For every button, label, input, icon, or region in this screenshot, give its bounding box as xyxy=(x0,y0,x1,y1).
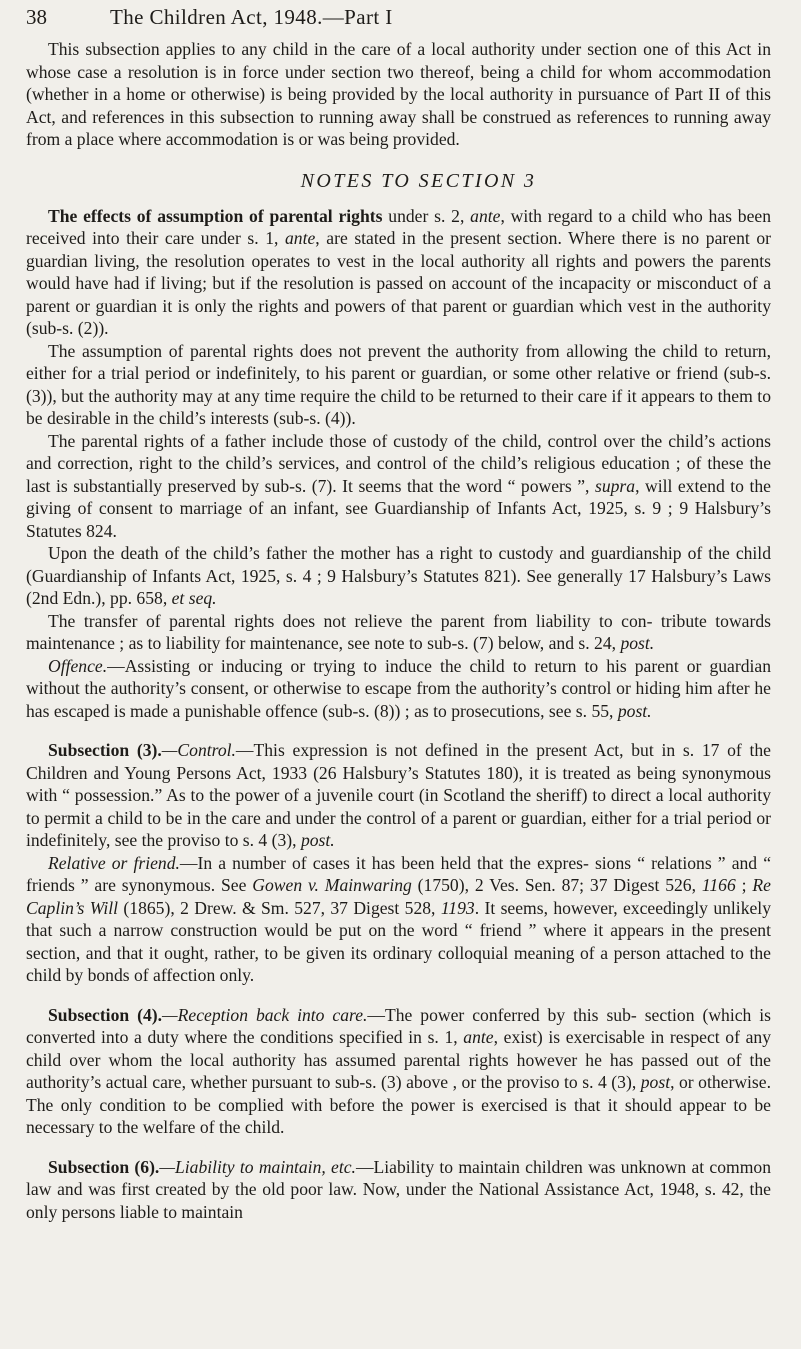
case-name: Re Caplin’s Will xyxy=(26,875,771,918)
running-title: The Children Act, 1948.—Part I xyxy=(110,5,393,29)
spacer xyxy=(26,722,771,739)
note-lead: Offence. xyxy=(48,655,108,676)
spacer xyxy=(26,1139,771,1156)
note-lead: The effects of assumption of parental rights xyxy=(48,205,383,226)
subsection-label: Subsection (3). xyxy=(48,740,162,760)
subsection-note: Subsection (6).—Liability to maintain, etc.—Liability to maintain children was unknown at common law and was first created by the old poor law. Now, under the National Assistance Act, 1948, s. 42, the only persons liable to maintain xyxy=(26,1156,771,1222)
note-paragraph: The assumption of parental rights does not prevent the authority from allowing the child to return, either for a trial period or indefinitely, to his parent or guardian, or some other relative or friend (sub-s. (3)), but the authority may at any time require the child to be returned to their care if it appears to them to be desirable in the child’s interests (sub-s. (4)). xyxy=(26,340,771,428)
subsection-title: —Liability to maintain, etc. xyxy=(159,1156,356,1177)
case-name: Gowen v. Mainwaring xyxy=(252,875,412,895)
subsection-note: Relative or friend.—In a number of cases it has been held that the expres- sions “ relations ” and “ friends ” are synonymous. See Gowen v. Mainwaring (1750), 2 Ves. Sen. 87; 37 Digest 526, 1166 ; Re Caplin’s Will (1865), 2 Drew. & Sm. 527, 37 Digest 528, 1193. It seems, however, exceedingly unlikely that such a narrow construction would be put on the word “ friend ” where it appears in the present section, and that it ought, rather, to be given its ordinary colloquial meaning of a person attached to the child by bonds of affection only. xyxy=(26,852,771,985)
subsection-label: Subsection (4). xyxy=(48,1004,163,1025)
subsection-note: Subsection (4).—Reception back into care.—The power conferred by this sub- section (which is converted into a duty where the conditions specified in s. 1, ante, exist) is exercisable in respect of any child over whom the local authority has assumed parental rights however he has passed out of the authority’s actual care, whether pursuant to sub-s. (3) above , or the proviso to s. 4 (3), post, or otherwise. The only condition to be complied with before the power is exercised is that it should appear to be necessary to the welfare of the child. xyxy=(26,1004,771,1137)
subsection-title: —Reception back into care. xyxy=(162,1004,368,1025)
page-number: 38 xyxy=(26,5,47,29)
note-paragraph: The effects of assumption of parental rights under s. 2, ante, with regard to a child who has been received into their care under s. 1, ante, are stated in the present section. Where there is no parent or guardian living, the resolution operates to vest in the local authority all rights and powers the parents would have had if living; but if the resolution is passed on account of the incapacity or misconduct of a parent or guardian it is only the rights and powers of that parent or guardian which vest in the authority (sub-s. (2)). xyxy=(26,205,772,338)
note-paragraph: Upon the death of the child’s father the mother has a right to custody and guardianship of the child (Guardianship of Infants Act, 1925, s. 4 ; 9 Halsbury’s Statutes 821). See generally 17 Halsbury’s Laws (2nd Edn.), pp. 658, et seq. xyxy=(26,543,771,608)
spacer xyxy=(26,987,771,1004)
page-body xyxy=(26,38,771,1223)
subsection-label: Subsection (6). xyxy=(48,1156,160,1177)
subsection-note: Subsection (3).—Control.—This expression is not defined in the present Act, but in s. 17 of the Children and Young Persons Act, 1933 (26 Halsbury’s Statutes 180), it is treated as being synonymous with “ possession.” As to the power of a juvenile court (in Scotland the sheriff) to direct a local authority to permit a child to be in the care and under the control of a parent or guardian, either for a trial period or indefinitely, see the proviso to s. 4 (3), post. xyxy=(26,740,771,850)
subsection-title: —Control. xyxy=(161,740,236,760)
note-paragraph: The parental rights of a father include those of custody of the child, control over the child’s actions and correction, right to the child’s services, and control of the child’s religious education ; of these the last is substantially preserved by sub-s. (7). It seems that the word “ powers ”, supra, will extend to the giving of consent to marriage of an infant, see Guardianship of Infants Act, 1925, s. 9 ; 9 Halsbury’s Statutes 824. xyxy=(26,430,771,541)
note-paragraph: The transfer of parental rights does not relieve the parent from liability to con- tribute towards maintenance ; as to liability for maintenance, see note to sub-s. (7) below, and s. 24, post. xyxy=(26,610,771,653)
note-paragraph: Offence.—Assisting or inducing or trying to induce the child to return to his parent or guardian without the authority’s consent, or otherwise to escape from the authority’s control or hiding him after he has escaped is made a punishable offence (sub-s. (8)) ; as to prosecutions, see s. 55, post. xyxy=(26,655,771,721)
notes-heading: NOTES TO SECTION 3 xyxy=(300,169,537,192)
note-lead: Relative or friend. xyxy=(48,852,180,873)
statute-text: This subsection applies to any child in the care of a local authority under section one of this Act in whose case a resolution is in force under section two thereof, being a child for whom accommodation (whether in a home or otherwise) is being provided by the local authority in pursuance of Part II of this Act, and references in this subsection to running away shall be construed as references to running away from a place where accommodation is or was being provided. xyxy=(26,39,771,149)
